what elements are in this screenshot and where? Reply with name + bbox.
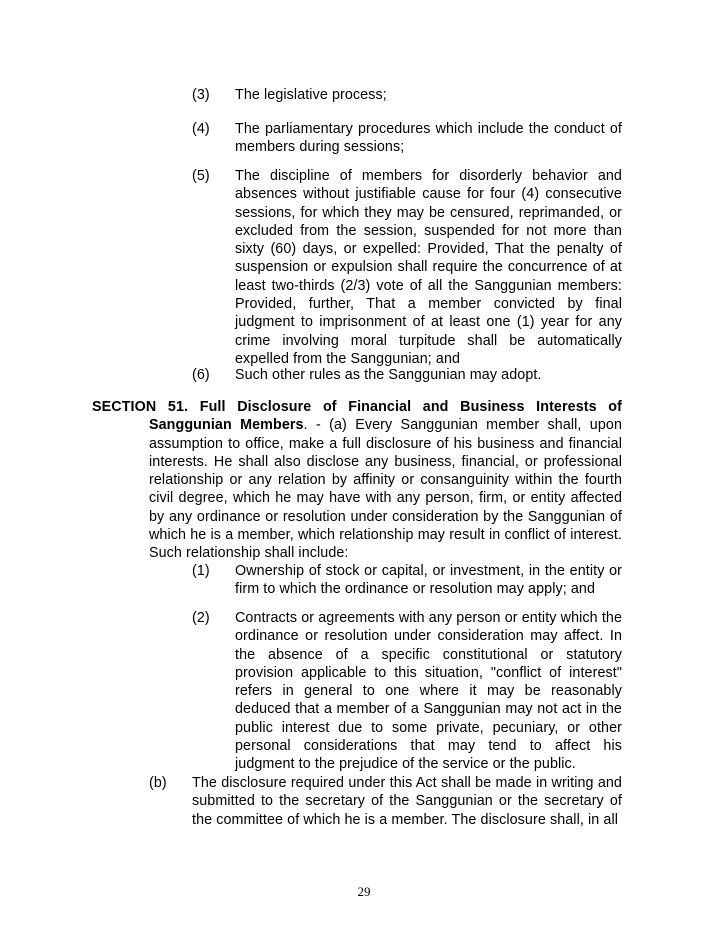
item-number: (3) bbox=[192, 87, 210, 103]
section-body-rest: assumption to office, make a full disclosure of his business and financial interests. He shall also disclose any business, financial, or professional relationship or any relation by affinity or consanguinity within the fourth civil degree, which he may have with any person, firm, or entity affected by any ordinance or resolution under consideration by the Sanggunian of which he is a member, which relationship may result in conflict of interest. Such relationship shall include: bbox=[149, 435, 622, 562]
section-51 bbox=[92, 398, 622, 563]
item-text: The legislative process; bbox=[235, 87, 387, 103]
list-item bbox=[192, 562, 622, 599]
item-text: The parliamentary procedures which include the conduct of members during sessions; bbox=[235, 121, 622, 156]
page-number: 29 bbox=[357, 884, 371, 899]
list-item bbox=[192, 366, 622, 384]
section-title-cont: Sanggunian Members bbox=[149, 417, 304, 434]
item-number: (6) bbox=[192, 367, 210, 383]
item-text: The disclosure required under this Act shall be made in writing and submitted to the secretary of the Sanggunian or the secretary of the committee of which he is a member. The disclosure shall, in all bbox=[192, 775, 622, 828]
section-body bbox=[149, 416, 622, 562]
list-item-b bbox=[149, 774, 622, 829]
item-number: (5) bbox=[192, 168, 210, 184]
section-title: Full Disclosure of Financial and Business Interests of bbox=[199, 399, 623, 415]
item-number: (4) bbox=[192, 121, 210, 137]
item-number: (2) bbox=[192, 610, 210, 626]
list-item bbox=[192, 120, 622, 157]
item-number: (1) bbox=[192, 563, 210, 579]
section-body-first: . - (a) Every Sanggunian member shall, upon bbox=[303, 417, 622, 434]
list-item bbox=[192, 86, 622, 104]
list-item bbox=[192, 167, 622, 368]
section-heading-line bbox=[92, 398, 622, 416]
item-text: The discipline of members for disorderly behavior and absences without justifiable cause for four (4) consecutive sessions, for which they may be censured, reprimanded, or excluded from the session, suspended for not more than sixty (60) days, or expelled: Provided, That the penalty of suspension or expulsion shall require the concurrence of at least two-thirds (2/3) vote of all the Sanggunian members: Provided, further, That a member convicted by final judgment to imprisonment of at least one (1) year for any crime involving moral turpitude shall be automatically expelled from the Sanggunian; and bbox=[235, 168, 622, 367]
item-text: Ownership of stock or capital, or investment, in the entity or firm to which the ordinance or resolution may apply; and bbox=[235, 563, 622, 598]
item-text: Contracts or agreements with any person or entity which the ordinance or resolution under consideration may affect. In the absence of a specific constitutional or statutory provision applicable to this situation, "conflict of interest" refers in general to one where it may be reasonably deduced that a member of a Sanggunian may not act in the public interest due to some private, pecuniary, or other personal considerations that may tend to affect his judgment to the prejudice of the service or the public. bbox=[235, 610, 622, 773]
list-item bbox=[192, 609, 622, 774]
section-label: SECTION 51. bbox=[92, 399, 189, 415]
item-text: Such other rules as the Sanggunian may adopt. bbox=[235, 367, 542, 383]
item-number: (b) bbox=[149, 775, 167, 791]
